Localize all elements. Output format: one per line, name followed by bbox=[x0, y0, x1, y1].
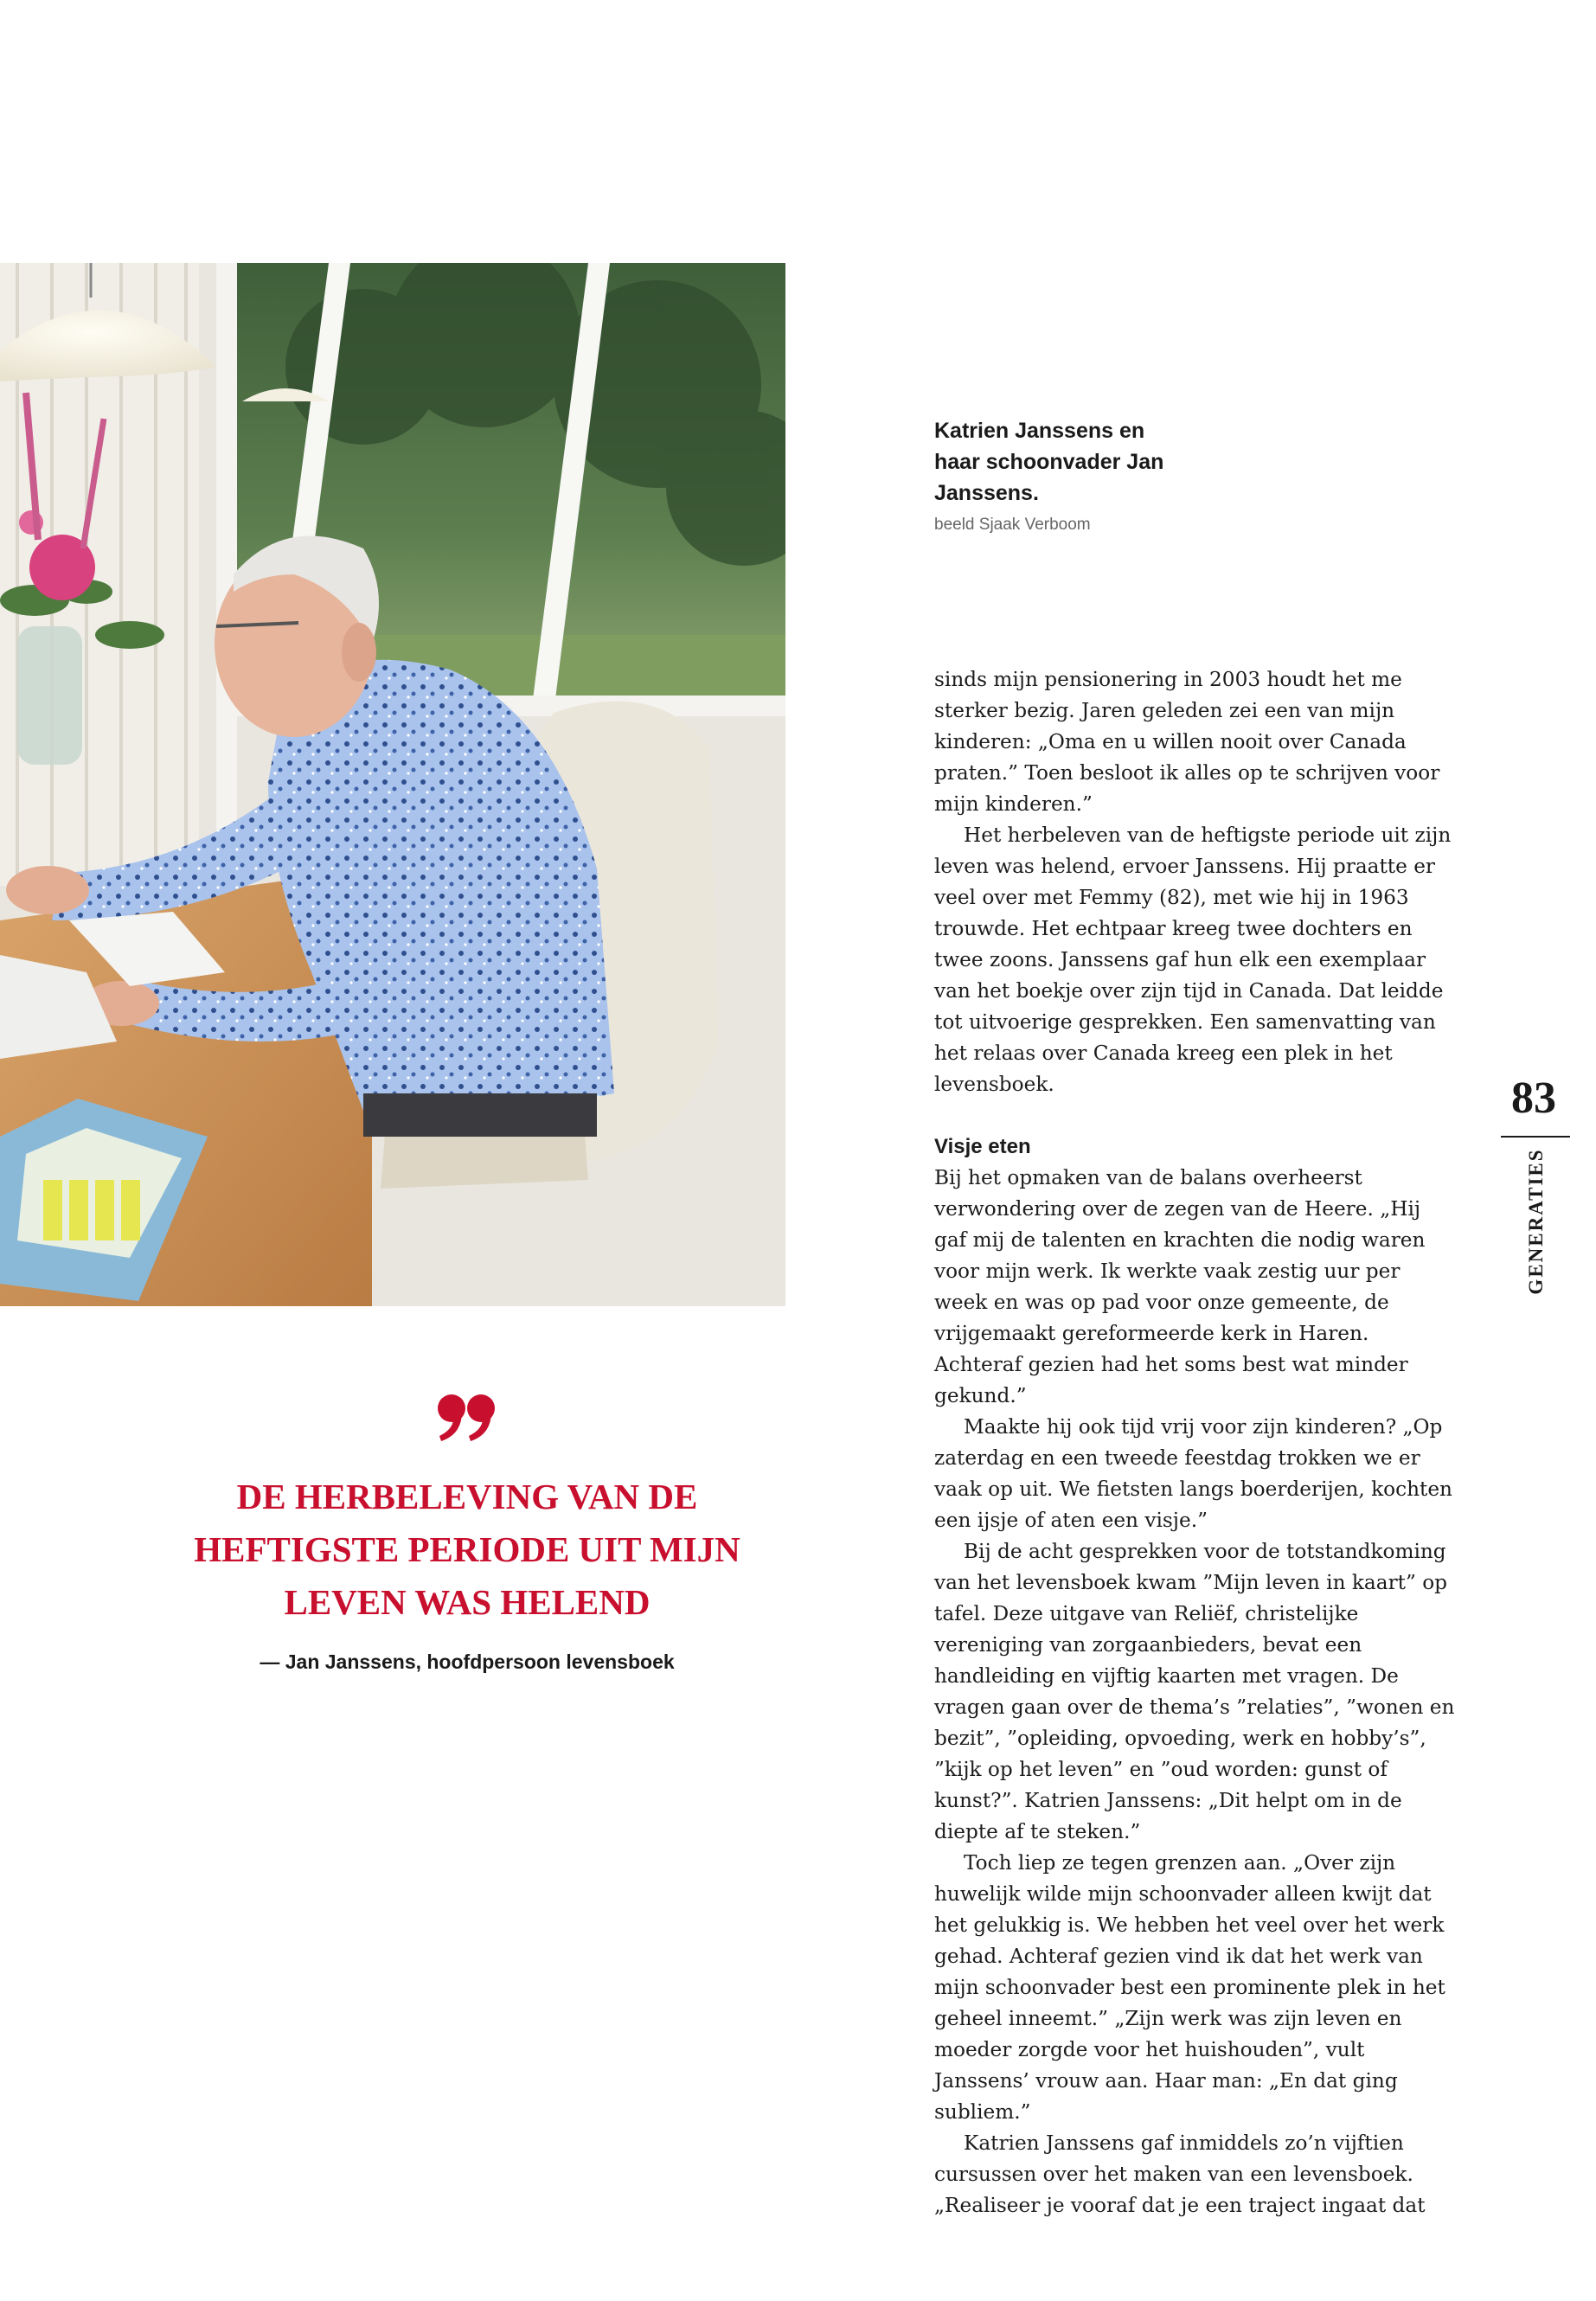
photo-credit: beeld Sjaak Verboom bbox=[934, 516, 1091, 534]
caption-text: Katrien Janssens en haar schoonvader Jan Janssens. bbox=[934, 419, 1164, 505]
article-body bbox=[934, 664, 1458, 2221]
pull-quote-attribution: — Jan Janssens, hoofdpersoon levensboek bbox=[260, 1650, 675, 1673]
body-paragraph: Maakte hij ook tijd vrij voor zijn kinderen? „Op zaterdag en een tweede feestdag trokken we er vaak op uit. We fietsten langs boerderijen, kochten een ijsje of aten een visje.” bbox=[934, 1415, 1452, 1532]
subheading: Visje eten bbox=[934, 1135, 1031, 1158]
page-number: 83 bbox=[1511, 1074, 1556, 1123]
section-label: GENERATIES bbox=[1525, 1148, 1547, 1295]
body-paragraph: sinds mijn pensionering in 2003 houdt het me sterker bezig. Jaren geleden zei een van mijn kinderen: „Oma en u willen nooit over Canada praten.” Toen besloot ik alles op te schrijven voor mijn kinderen.” bbox=[934, 668, 1440, 816]
paragraph-spacer bbox=[934, 1100, 1458, 1131]
body-paragraph: Katrien Janssens gaf inmiddels zo’n vijftien cursussen over het maken van een levensboek. „Realiseer je vooraf dat je een traject ingaat dat bbox=[934, 2131, 1426, 2217]
photo-caption bbox=[934, 415, 1194, 535]
body-paragraph: Bij de acht gesprekken voor de totstandkoming van het levensboek kwam ”Mijn leven in kaart” op tafel. Deze uitgave van Reliëf, christelijke vereniging van zorgaanbieders, bevat een handleiding en vijftig kaarten met vragen. De vragen gaan over de thema’s ”relaties”, ”wonen en bezit”, ”opleiding, opvoeding, werk en hobby’s”, ”kijk op het leven” en ”oud worden: gunst of kunst?”. Katrien Janssens: „Dit helpt om in de diepte af te steken.” bbox=[934, 1540, 1455, 1843]
body-paragraph: Toch liep ze tegen grenzen aan. „Over zijn huwelijk wilde mijn schoonvader alleen kwijt dat het gelukkig is. We hebben het veel over het werk gehad. Achteraf gezien vind ik dat het werk van mijn schoonvader best een prominente plek in het geheel inneemt.” „Zijn werk was zijn leven en moeder zorgde voor het huishouden”, vult Janssens’ vrouw aan. Haar man: „En dat ging subliem.” bbox=[934, 1851, 1445, 2124]
divider bbox=[1501, 1136, 1570, 1138]
article-photo bbox=[0, 263, 785, 1306]
pull-quote: DE HERBELEVING VAN DE HEFTIGSTE PERIODE UIT MIJN LEVEN WAS HELEND bbox=[194, 1477, 740, 1622]
body-paragraph: Bij het opmaken van de balans overheerst verwondering over de zegen van de Heere. „Hij gaf mij de talenten en krachten die nodig waren voor mijn werk. Ik werkte vaak zestig uur per week en was op pad voor onze gemeente, de vrijgemaakt gereformeerde kerk in Haren. Achteraf gezien had het soms best wat minder gekund.” bbox=[934, 1166, 1426, 1407]
body-paragraph: Het herbeleven van de heftigste periode uit zijn leven was helend, ervoer Janssens. Hij praatte er veel over met Femmy (82), met wie hij in 1963 trouwde. Het echtpaar kreeg twee dochters en twee zoons. Janssens gaf hun elk een exemplaar van het boekje over zijn tijd in Canada. Dat leidde tot uitvoerige gesprekken. Een samenvatting van het relaas over Canada kreeg een plek in het levensboek. bbox=[934, 824, 1452, 1096]
quote-mark-icon bbox=[433, 1384, 502, 1453]
